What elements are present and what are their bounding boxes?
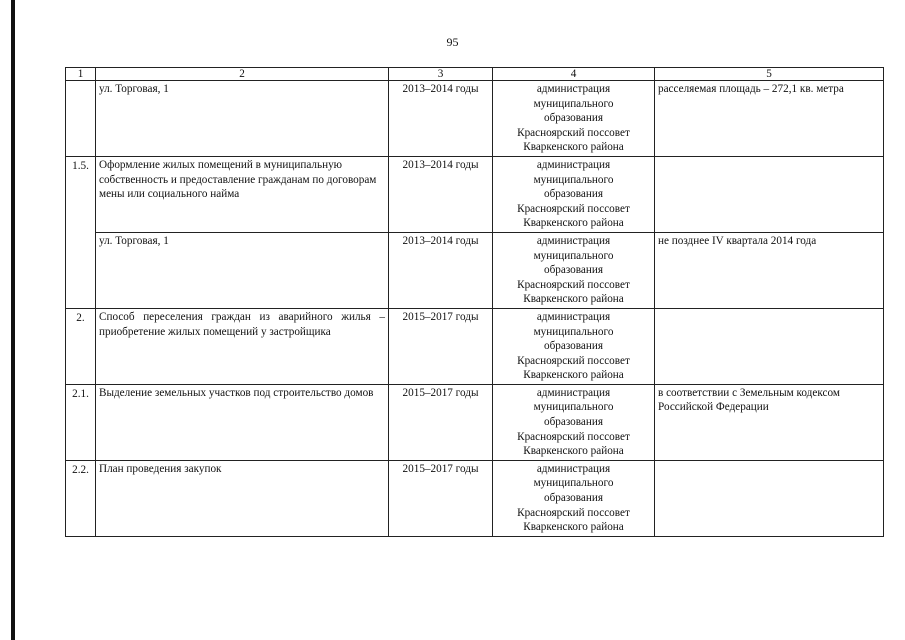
row-description: ул. Торговая, 1 — [96, 81, 389, 157]
org-line: Кваркенского района — [523, 217, 624, 230]
org-line: администрация — [536, 234, 611, 247]
row-responsible — [493, 460, 655, 536]
row-description: Оформление жилых помещений в муниципальную собственность и предоставление гражданам по договорам мены или социального найма — [96, 156, 389, 232]
org-line: образования — [543, 264, 603, 277]
org-line: администрация — [536, 310, 611, 323]
row-note: в соответствии с Земельным кодексом Российской Федерации — [655, 384, 884, 460]
header-cell-2: 2 — [96, 68, 389, 81]
header-cell-5: 5 — [655, 68, 884, 81]
row-note — [655, 156, 884, 232]
table-row — [66, 460, 884, 536]
org-line: образования — [543, 492, 603, 505]
org-line: Кваркенского района — [523, 293, 624, 306]
row-description: ул. Торговая, 1 — [96, 232, 389, 308]
row-number: 2. — [66, 308, 96, 384]
table-row — [66, 308, 884, 384]
scan-edge-bar — [11, 0, 15, 640]
org-line: Кваркенского района — [523, 369, 624, 382]
table-row — [66, 384, 884, 460]
header-row — [66, 68, 884, 81]
row-years: 2015–2017 годы — [389, 308, 493, 384]
org-line: Красноярский поссовет — [517, 506, 630, 519]
org-line: администрация — [536, 462, 611, 475]
row-responsible — [493, 384, 655, 460]
row-note — [655, 308, 884, 384]
org-line: муниципального — [533, 401, 614, 414]
org-line: образования — [543, 112, 603, 125]
row-number: 2.1. — [66, 384, 96, 460]
org-line: муниципального — [533, 97, 614, 110]
org-line: Красноярский поссовет — [517, 430, 630, 443]
page-number: 95 — [446, 35, 459, 49]
org-line: Красноярский поссовет — [517, 126, 630, 139]
row-responsible — [493, 308, 655, 384]
org-line: Кваркенского района — [523, 141, 624, 154]
row-years: 2013–2014 годы — [389, 156, 493, 232]
org-line: образования — [543, 340, 603, 353]
row-number — [66, 81, 96, 157]
row-number: 1.5. — [66, 156, 96, 308]
table-row — [66, 81, 884, 157]
org-line: муниципального — [533, 249, 614, 262]
header-cell-1: 1 — [66, 68, 96, 81]
org-line: администрация — [536, 158, 611, 171]
row-years: 2015–2017 годы — [389, 384, 493, 460]
row-responsible — [493, 156, 655, 232]
row-note — [655, 460, 884, 536]
row-years: 2013–2014 годы — [389, 81, 493, 157]
org-line: администрация — [536, 83, 611, 95]
org-line: муниципального — [533, 477, 614, 490]
row-years: 2015–2017 годы — [389, 460, 493, 536]
header-cell-4: 4 — [493, 68, 655, 81]
header-cell-3: 3 — [389, 68, 493, 81]
org-line: Красноярский поссовет — [517, 278, 630, 291]
org-line: Красноярский поссовет — [517, 202, 630, 215]
row-description: Выделение земельных участков под строительство домов — [96, 384, 389, 460]
row-responsible — [493, 81, 655, 157]
org-line: муниципального — [533, 173, 614, 186]
row-responsible — [493, 232, 655, 308]
row-number: 2.2. — [66, 460, 96, 536]
program-table — [65, 67, 884, 537]
org-line: образования — [543, 416, 603, 429]
org-line: муниципального — [533, 325, 614, 338]
row-description: Способ переселения граждан из аварийного жилья – приобретение жилых помещений у застройщика — [96, 308, 389, 384]
table-row — [66, 232, 884, 308]
org-line: Кваркенского района — [523, 445, 624, 458]
org-line: Красноярский поссовет — [517, 354, 630, 367]
row-years: 2013–2014 годы — [389, 232, 493, 308]
org-line: образования — [543, 188, 603, 201]
org-line: администрация — [536, 386, 611, 399]
row-note: расселяемая площадь – 272,1 кв. метра — [655, 81, 884, 157]
table-row — [66, 156, 884, 232]
org-line: Кваркенского района — [523, 521, 624, 534]
row-description: План проведения закупок — [96, 460, 389, 536]
row-note: не позднее IV квартала 2014 года — [655, 232, 884, 308]
